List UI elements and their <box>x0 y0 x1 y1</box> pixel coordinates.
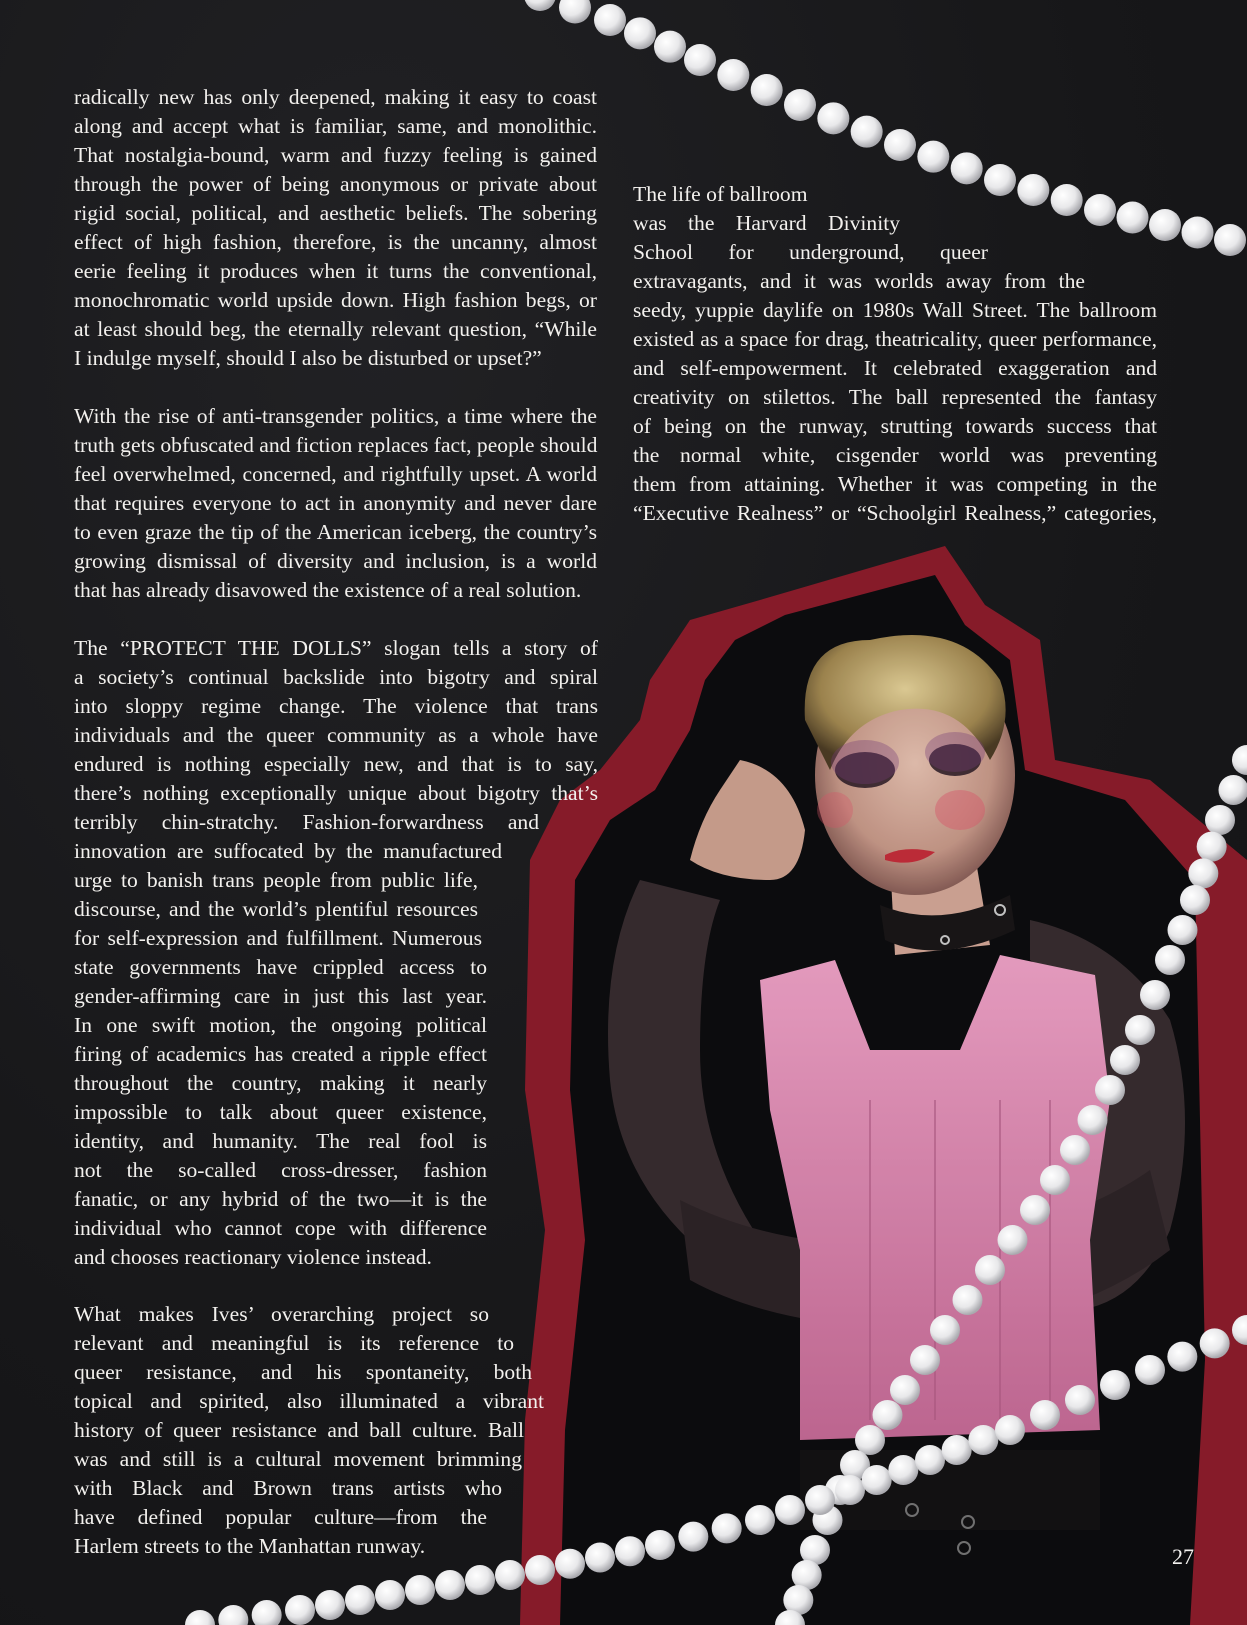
pearl-bead <box>1125 1015 1155 1045</box>
text-line: impossible to talk about queer existence, <box>74 1100 487 1124</box>
pearl-bead <box>1200 1328 1230 1358</box>
pearl-bead <box>1060 1135 1090 1165</box>
pearl-bead <box>930 1315 960 1345</box>
text-line: at least should beg, the eternally relevant question, “While <box>74 317 597 341</box>
pearl-bead <box>862 1465 892 1495</box>
left-paragraph-4 <box>74 1300 544 1561</box>
pearl-bead <box>1095 1075 1125 1105</box>
pearl-bead <box>615 1536 645 1566</box>
pearl-bead <box>594 4 626 36</box>
text-line: to even graze the tip of the American iceberg, the country’s <box>74 520 597 544</box>
text-line: for self-expression and fulfillment. Numerous <box>74 926 482 950</box>
pearl-bead <box>1110 1045 1140 1075</box>
pearl-bead <box>495 1560 525 1590</box>
text-line: the normal white, cisgender world was preventing <box>633 443 1157 467</box>
pearl-bead <box>375 1580 405 1610</box>
pearl-bead <box>585 1543 615 1573</box>
text-line: of being on the runway, strutting towards success that <box>633 414 1157 438</box>
text-line: radically new has only deepened, making it easy to coast <box>74 85 597 109</box>
text-line: and chooses reactionary violence instead. <box>74 1245 432 1269</box>
text-line: firing of academics has created a ripple effect <box>74 1042 487 1066</box>
page-number: 27 <box>1172 1544 1194 1569</box>
pearl-bead <box>465 1565 495 1595</box>
pearl-bead <box>890 1375 920 1405</box>
pearl-bead <box>1167 1342 1197 1372</box>
pearl-bead <box>555 1549 585 1579</box>
text-line: innovation are suffocated by the manufactured <box>74 839 502 863</box>
pearl-bead <box>775 1495 805 1525</box>
pearl-bead <box>855 1425 885 1455</box>
text-line: and self-empowerment. It celebrated exaggeration and <box>633 356 1157 380</box>
text-line: through the power of being anonymous or private about <box>74 172 597 196</box>
text-line: With the rise of anti-transgender politics, a time where the <box>74 404 597 428</box>
text-line: with Black and Brown trans artists who <box>74 1476 502 1500</box>
text-line: extravagants, and it was worlds away from the <box>633 269 1085 293</box>
pearl-bead <box>1040 1165 1070 1195</box>
pearl-bead <box>1205 805 1235 835</box>
pearl-bead <box>953 1285 983 1315</box>
pearl-bead <box>1065 1385 1095 1415</box>
pearl-bead <box>942 1435 972 1465</box>
pearl-bead <box>745 1505 775 1535</box>
pearl-bead <box>968 1425 998 1455</box>
text-line: effect of high fashion, therefore, is the uncanny, almost <box>74 230 597 254</box>
pearl-bead <box>1168 915 1198 945</box>
text-line: The life of ballroom <box>633 182 808 206</box>
text-line: terribly chin-stratchy. Fashion-forwardness and <box>74 810 539 834</box>
pearl-bead <box>1155 945 1185 975</box>
pearl-bead <box>645 1530 675 1560</box>
pearl-bead <box>285 1595 315 1625</box>
text-line: them from attaining. Whether it was competing in the <box>633 472 1157 496</box>
pearl-bead <box>817 102 849 134</box>
text-line: School for underground, queer <box>633 240 988 264</box>
text-line: into sloppy regime change. The violence that trans <box>74 694 598 718</box>
text-line: have defined popular culture—from the <box>74 1505 487 1529</box>
pearl-bead <box>435 1570 465 1600</box>
text-line: In one swift motion, the ongoing political <box>74 1013 487 1037</box>
text-line: feel overwhelmed, concerned, and rightfully upset. A world <box>74 462 597 486</box>
text-line: was the Harvard Divinity <box>633 211 900 235</box>
text-line: individuals and the queer community as a whole have <box>74 723 598 747</box>
text-line: urge to banish trans people from public life, <box>74 868 478 892</box>
text-line: was and still is a cultural movement brimming <box>74 1447 522 1471</box>
pearl-bead <box>851 116 883 148</box>
text-line: “Executive Realness” or “Schoolgirl Realness,” categories, <box>633 501 1157 525</box>
pearl-bead <box>805 1485 835 1515</box>
text-line: individual who cannot cope with difference <box>74 1216 487 1240</box>
pearl-bead <box>1100 1370 1130 1400</box>
pearl-bead <box>405 1575 435 1605</box>
text-line: What makes Ives’ overarching project so <box>74 1302 489 1326</box>
right-paragraph-1 <box>633 180 1157 528</box>
left-paragraph-1 <box>74 83 597 373</box>
left-paragraph-2 <box>74 402 597 605</box>
pearl-bead <box>717 59 749 91</box>
text-line: rigid social, political, and aesthetic beliefs. The sobering <box>74 201 597 225</box>
text-line: topical and spirited, also illuminated a vibrant <box>74 1389 544 1413</box>
pearl-bead <box>910 1345 940 1375</box>
pearl-bead <box>1197 832 1227 862</box>
text-line: That nostalgia-bound, warm and fuzzy feeling is gained <box>74 143 597 167</box>
text-line: truth gets obfuscated and fiction replaces fact, people should <box>74 433 598 457</box>
text-line: eerie feeling it produces when it turns the conventional, <box>74 259 597 283</box>
text-line: growing dismissal of diversity and inclusion, is a world <box>74 549 597 573</box>
text-line: queer resistance, and his spontaneity, both <box>74 1360 532 1384</box>
text-line: history of queer resistance and ball culture. Ball <box>74 1418 524 1442</box>
pearl-bead <box>998 1225 1028 1255</box>
pearl-bead <box>1182 217 1214 249</box>
left-paragraph-3 <box>74 634 598 1272</box>
text-line: monochromatic world upside down. High fashion begs, or <box>74 288 597 312</box>
pearl-bead <box>1140 980 1170 1010</box>
pearl-bead <box>1214 224 1246 256</box>
text-line: not the so-called cross-dresser, fashion <box>74 1158 487 1182</box>
pearl-bead <box>1135 1355 1165 1385</box>
text-line: discourse, and the world’s plentiful resources <box>74 897 478 921</box>
pearl-bead <box>678 1522 708 1552</box>
text-line: a society’s continual backslide into bigotry and spiral <box>74 665 598 689</box>
pearl-bead <box>1188 858 1218 888</box>
pearl-bead <box>624 17 656 49</box>
text-line: creativity on stilettos. The ball represented the fantasy <box>633 385 1157 409</box>
pearl-bead <box>915 1445 945 1475</box>
pearl-bead <box>995 1415 1025 1445</box>
text-line: that has already disavowed the existence of a real solution. <box>74 578 582 602</box>
pearl-bead <box>873 1400 903 1430</box>
text-line: fanatic, or any hybrid of the two—it is the <box>74 1187 487 1211</box>
text-line: that requires everyone to act in anonymity and never dare <box>74 491 597 515</box>
pearl-bead <box>684 44 716 76</box>
text-line: there’s nothing exceptionally unique about bigotry that’s <box>74 781 598 805</box>
pearl-bead <box>835 1475 865 1505</box>
pearl-bead <box>884 129 916 161</box>
pearl-bead <box>1180 885 1210 915</box>
text-line: state governments have crippled access to <box>74 955 487 979</box>
text-line: gender-affirming care in just this last year. <box>74 984 487 1008</box>
pearl-bead <box>654 31 686 63</box>
text-line: throughout the country, making it nearly <box>74 1071 487 1095</box>
pearl-bead <box>315 1590 345 1620</box>
pearl-bead <box>917 141 949 173</box>
pearl-bead <box>784 89 816 121</box>
pearl-bead <box>345 1585 375 1615</box>
pearl-bead <box>1020 1195 1050 1225</box>
text-line: relevant and meaningful is its reference to <box>74 1331 514 1355</box>
text-line: along and accept what is familiar, same, and monolithic. <box>74 114 597 138</box>
text-line: endured is nothing especially new, and that is to say, <box>74 752 598 776</box>
pearl-bead <box>712 1513 742 1543</box>
text-line: seedy, yuppie daylife on 1980s Wall Street. The ballroom <box>633 298 1157 322</box>
text-line: The “PROTECT THE DOLLS” slogan tells a story of <box>74 636 598 660</box>
pearl-bead <box>1078 1105 1108 1135</box>
pearl-bead <box>1030 1400 1060 1430</box>
text-line: identity, and humanity. The real fool is <box>74 1129 487 1153</box>
pearl-bead <box>888 1455 918 1485</box>
text-line: existed as a space for drag, theatricality, queer performance, <box>633 327 1157 351</box>
text-line: I indulge myself, should I also be disturbed or upset?” <box>74 346 542 370</box>
pearl-bead <box>751 74 783 106</box>
text-line: Harlem streets to the Manhattan runway. <box>74 1534 426 1558</box>
pearl-bead <box>975 1255 1005 1285</box>
